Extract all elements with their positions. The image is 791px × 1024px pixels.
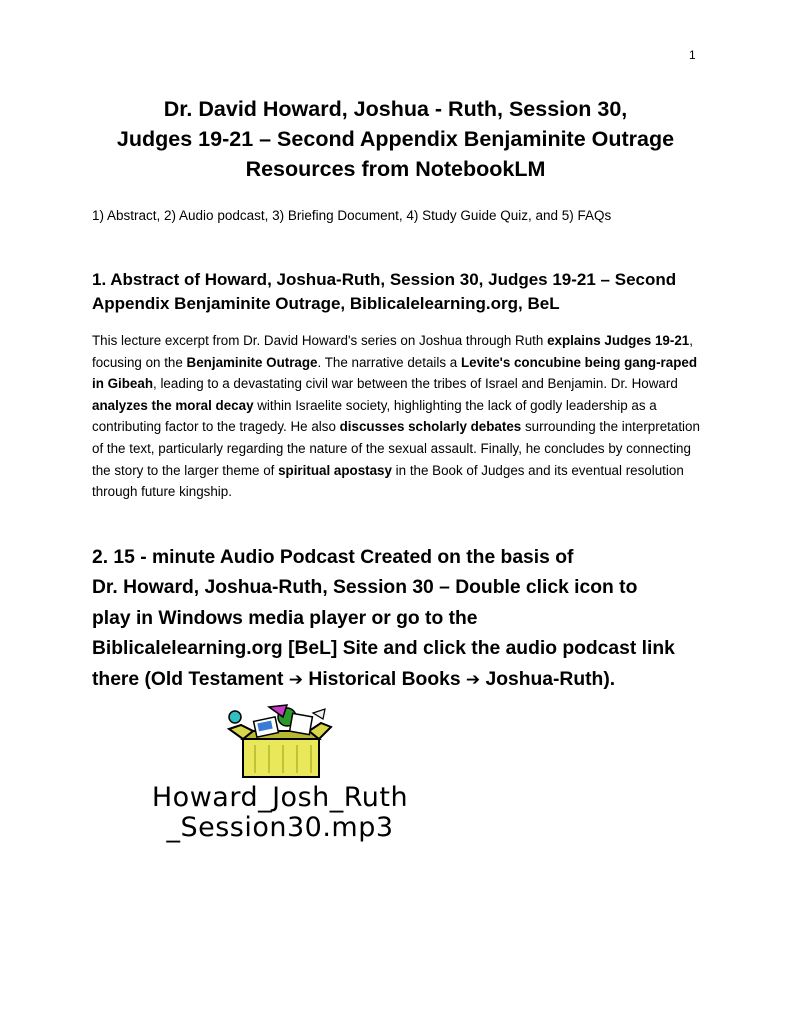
document-title — [60, 94, 731, 184]
file-label-line-2: _Session30.mp3 — [166, 812, 394, 843]
title-line-2: Judges 19-21 – Second Appendix Benjaminite Outrage — [116, 127, 675, 151]
abstract-heading-line-1: 1. Abstract of Howard, Joshua-Ruth, Session 30, Judges 19-21 – Second — [92, 270, 677, 289]
package-icon[interactable] — [225, 703, 335, 783]
podcast-heading-line-1: 2. 15 - minute Audio Podcast Created on the basis of — [92, 547, 574, 568]
right-arrow-icon: ➔ — [288, 669, 304, 690]
abstract-text: within Israelite society, highlighting the lack of godly leadership as a contributing factor to the tragedy. He also — [92, 397, 657, 435]
podcast-path-text: there (Old Testament — [92, 668, 289, 690]
abstract-text: , leading to a devastating civil war between the tribes of Israel and Benjamin. Dr. Howard — [153, 376, 678, 392]
abstract-bold: Benjaminite Outrage — [186, 354, 318, 370]
abstract-text: surrounding the interpretation of the text, particularly regarding the nature of the sexual assault. Finally, he concludes by connecting the story to the larger theme of — [92, 419, 700, 478]
podcast-heading-line-2: Dr. Howard, Joshua-Ruth, Session 30 – Double click icon to — [92, 577, 638, 599]
abstract-bold: analyzes the moral decay — [92, 397, 254, 413]
resource-list: 1) Abstract, 2) Audio podcast, 3) Briefing Document, 4) Study Guide Quiz, and 5) FAQs — [92, 208, 612, 223]
abstract-bold: spiritual apostasy — [278, 462, 392, 478]
abstract-text: in the Book of Judges and its eventual resolution through future kingship. — [92, 462, 684, 500]
right-arrow-icon: ➔ — [465, 669, 481, 690]
abstract-bold: Levite's concubine being gang-raped in Gibeah — [92, 354, 698, 392]
audio-podcast-heading — [92, 543, 712, 695]
abstract-bold: discusses scholarly debates — [339, 419, 522, 435]
abstract-text: , focusing on the — [92, 333, 693, 370]
abstract-heading-line-2: Appendix Benjaminite Outrage, Biblicalelearning.org, BeL — [92, 294, 560, 313]
file-label-line-1: Howard_Josh_Ruth — [151, 782, 409, 813]
podcast-heading-line-5 — [92, 665, 712, 695]
abstract-paragraph — [92, 330, 704, 503]
abstract-heading — [92, 268, 712, 316]
podcast-path-text: Joshua-Ruth). — [480, 668, 616, 690]
audio-file-label[interactable] — [96, 783, 464, 843]
podcast-heading-line-3: play in Windows media player or go to the — [92, 607, 478, 629]
abstract-text: This lecture excerpt from Dr. David Howard's series on Joshua through Ruth — [92, 333, 548, 348]
podcast-path-text: Historical Books — [303, 668, 466, 690]
title-line-3: Resources from NotebookLM — [245, 157, 546, 181]
abstract-text: . The narrative details a — [317, 354, 461, 370]
podcast-heading-line-4 — [92, 634, 712, 664]
abstract-bold: explains Judges 19-21 — [547, 333, 690, 348]
bel-site-link[interactable]: Biblicalelearning.org [BeL] Site and click the audio podcast link — [92, 638, 675, 660]
page-number: 1 — [689, 48, 696, 62]
title-line-1: Dr. David Howard, Joshua - Ruth, Session 30, — [163, 97, 628, 121]
